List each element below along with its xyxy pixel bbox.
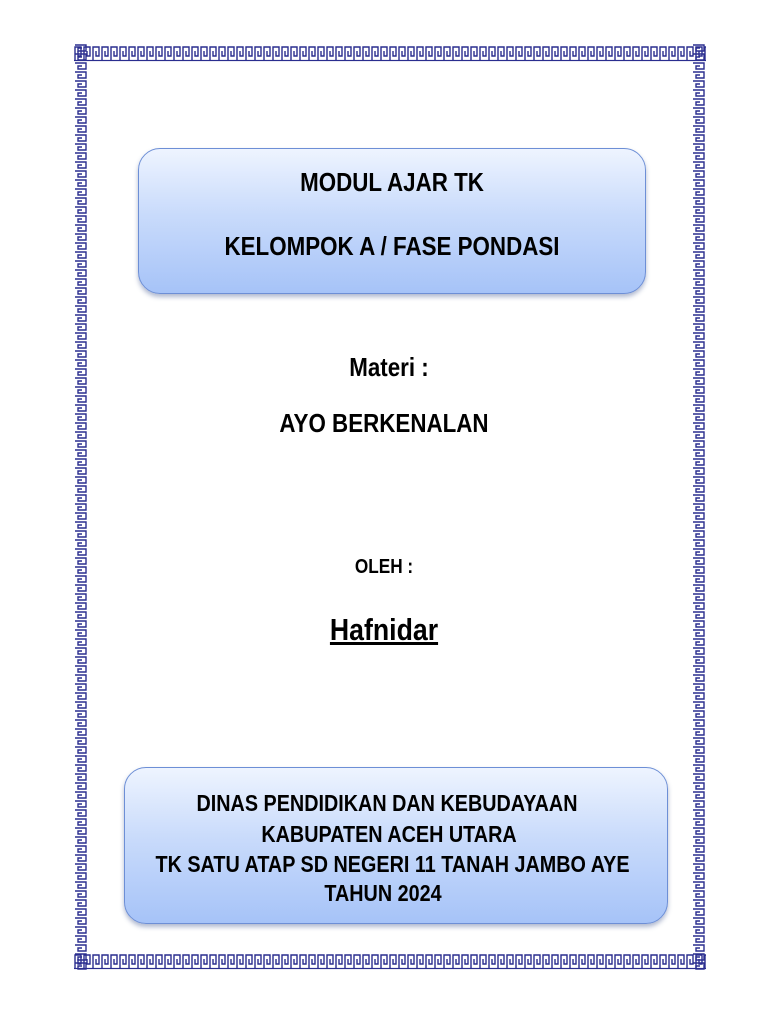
institution-box xyxy=(124,767,668,924)
module-title: MODUL AJAR TK xyxy=(300,167,484,197)
school-name: TK SATU ATAP SD NEGERI 11 TANAH JAMBO AYE xyxy=(155,851,630,877)
author-name: Hafnidar xyxy=(329,612,439,647)
title-box xyxy=(138,148,646,294)
regency-name: KABUPATEN ACEH UTARA xyxy=(261,821,517,847)
author-label: OLEH : xyxy=(354,556,414,578)
border-top-ornament xyxy=(74,44,706,62)
department-name: DINAS PENDIDIKAN DAN KEBUDAYAAN xyxy=(196,790,578,816)
materi-title: AYO BERKENALAN xyxy=(279,408,489,438)
border-bottom-ornament xyxy=(74,952,706,970)
border-left-ornament xyxy=(74,44,88,970)
materi-label: Materi : xyxy=(349,352,429,382)
year-label: TAHUN 2024 xyxy=(324,880,442,906)
group-phase: KELOMPOK A / FASE PONDASI xyxy=(224,231,560,261)
border-right-ornament xyxy=(692,44,706,970)
